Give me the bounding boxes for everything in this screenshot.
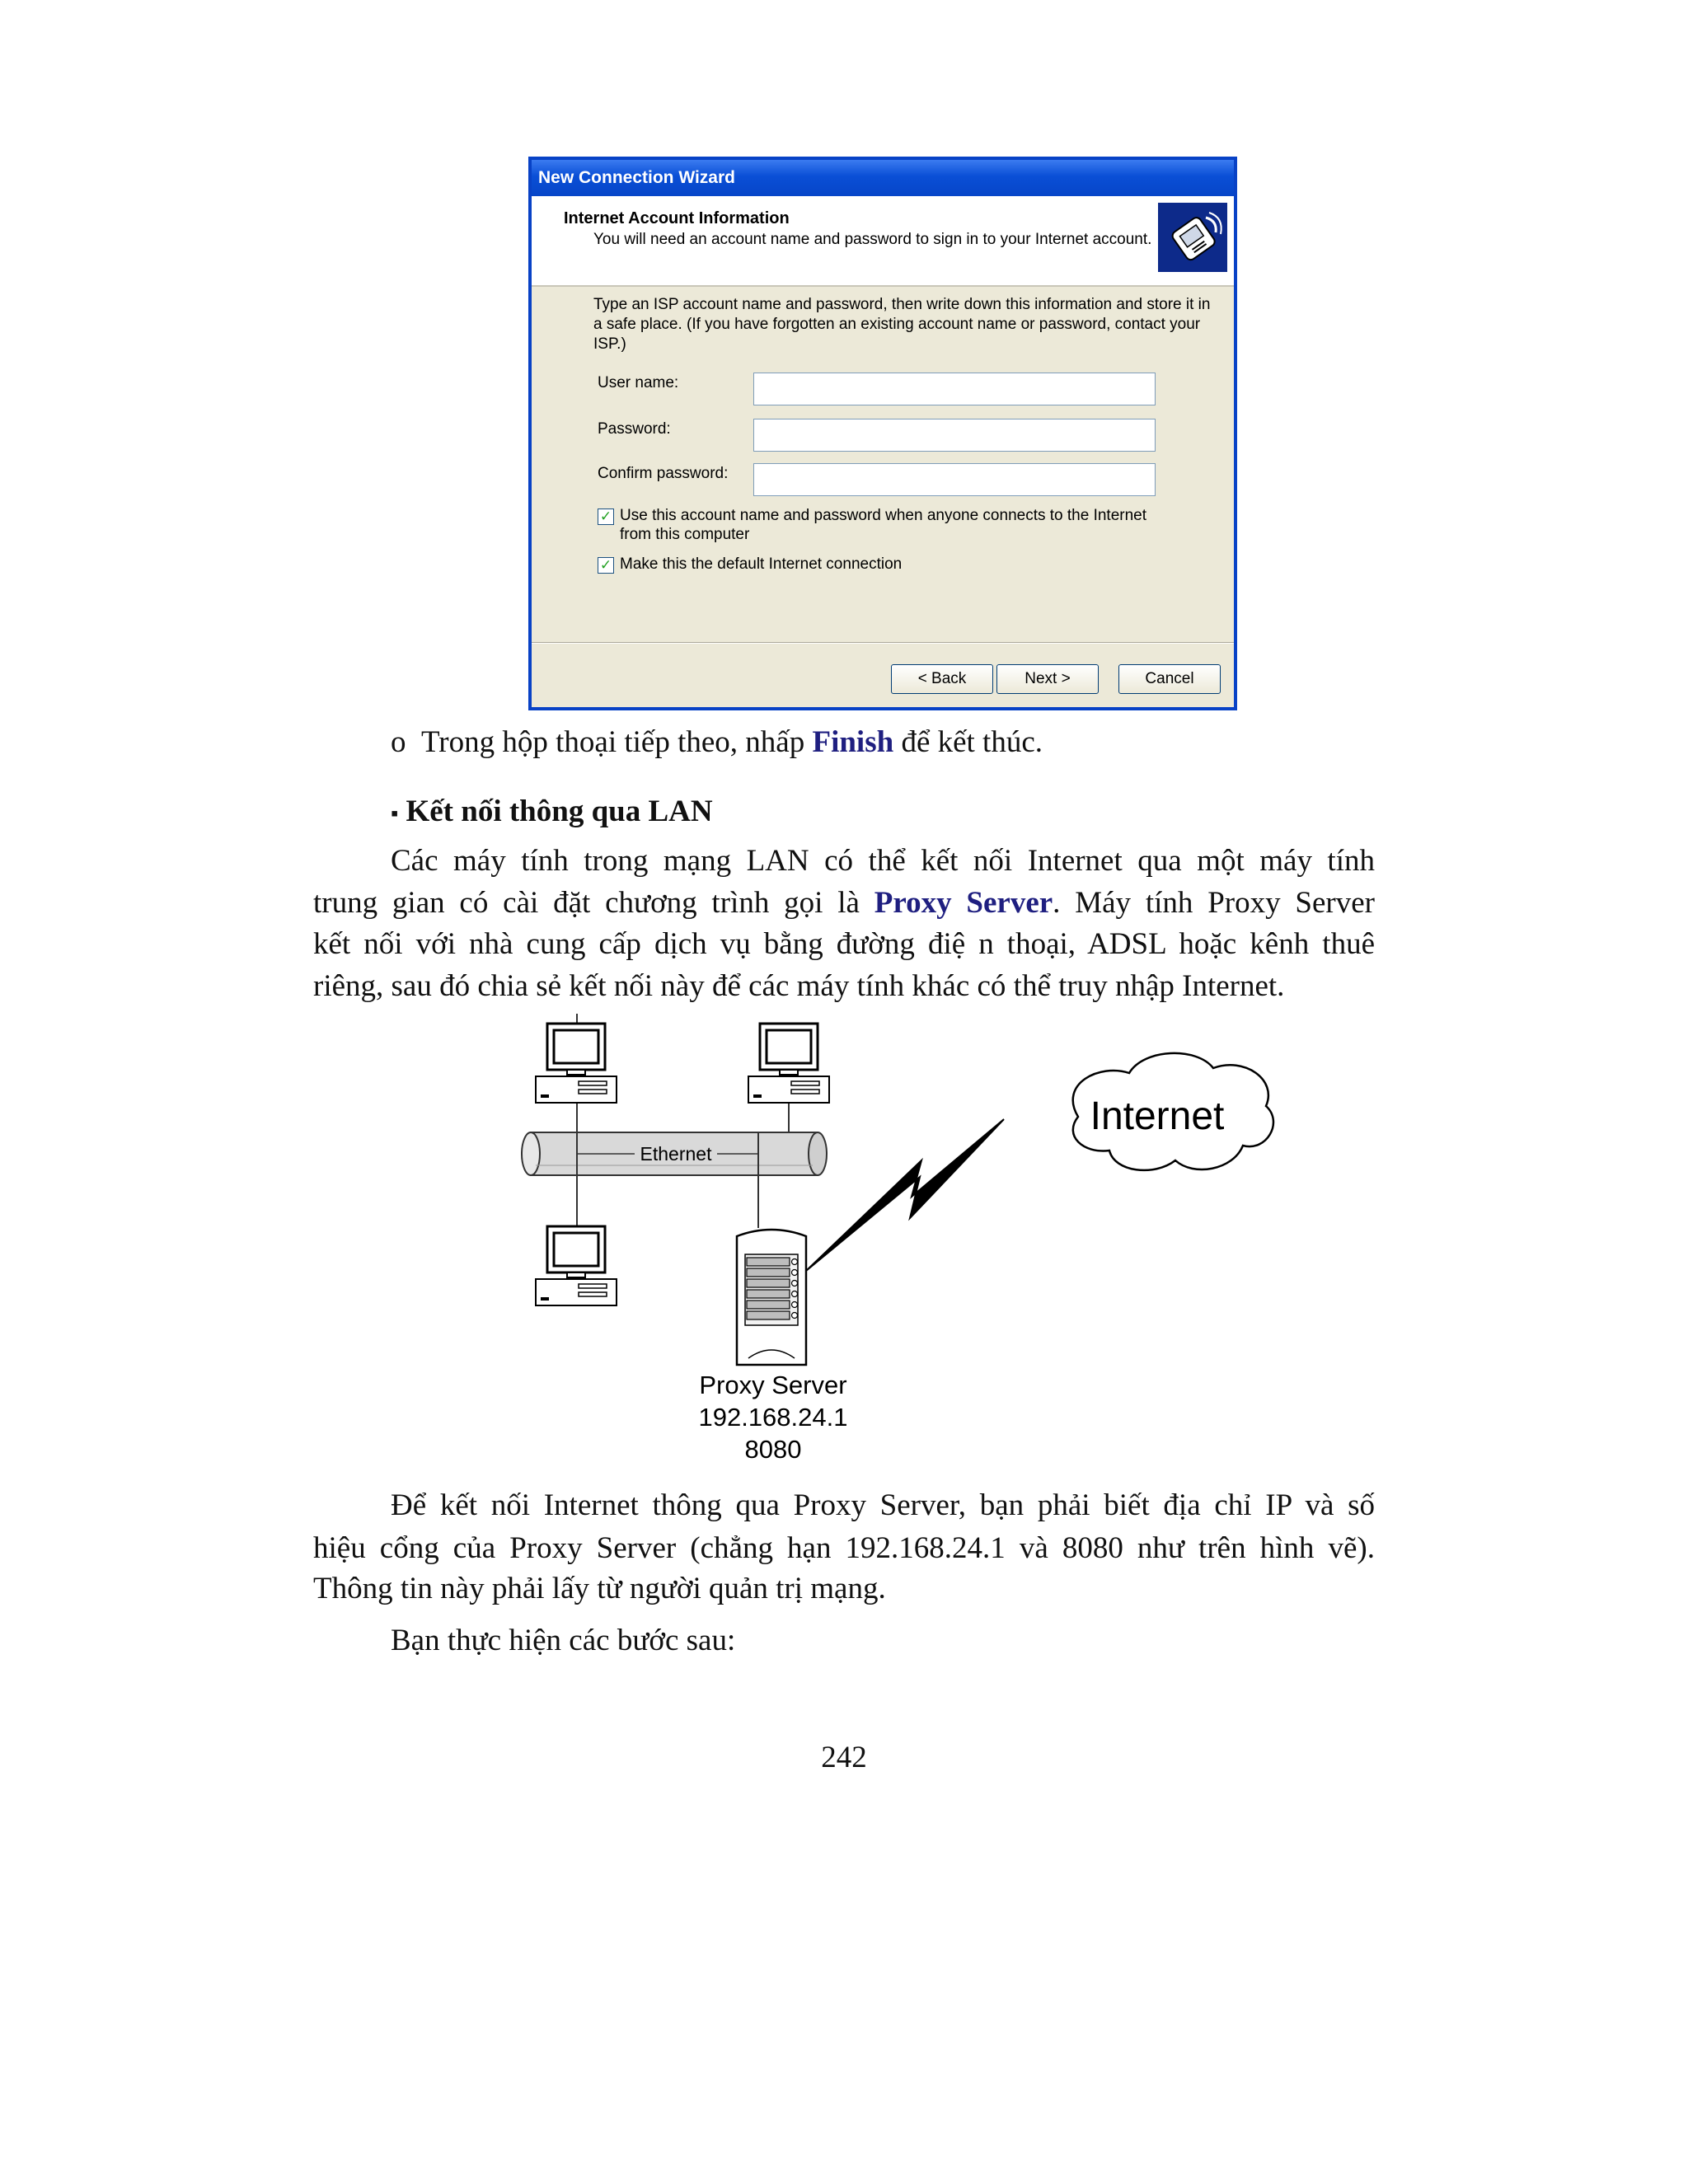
paragraph-1-line-2 [313, 884, 1375, 922]
heading-bullet: ▪ [391, 801, 399, 826]
paragraph-2-line-2: hiệu cổng của Proxy Server (chẳng hạn 192.168.24.1 và 8080 như trên hình vẽ). [313, 1531, 1375, 1565]
user-name-input[interactable] [753, 373, 1156, 405]
telephone-handset-icon [1158, 203, 1227, 272]
network-diagram-svg [511, 1014, 1302, 1475]
finish-instruction [391, 724, 1043, 762]
server-icon [737, 1230, 806, 1365]
paragraph-2-line-3: Thông tin này phải lấy từ người quản trị mạng. [313, 1572, 886, 1605]
use-account-checkbox-label: Use this account name and password when anyone connects to the Internet from this computer [620, 507, 1147, 543]
computer-icon [536, 1024, 617, 1103]
password-label: Password: [598, 420, 671, 438]
paragraph-3: Bạn thực hiện các bước sau: [391, 1624, 736, 1657]
p1-l2-pre: trung gian có cài đặt chương trình gọi là [313, 886, 874, 920]
back-button[interactable]: < Back [891, 664, 993, 694]
next-button[interactable]: Next > [996, 664, 1099, 694]
paragraph-1-line-4: riêng, sau đó chia sẻ kết nối này để các máy tính khác có thể truy nhập Internet. [313, 969, 1285, 1003]
instructions-text: Type an ISP account name and password, then write down this information and store it in a safe place. (If you have forgotten an existing account name or password, contact your ISP.) [593, 296, 1211, 353]
use-account-checkbox[interactable]: ✓ [598, 509, 614, 525]
computer-icon [536, 1226, 617, 1305]
cancel-button[interactable]: Cancel [1118, 664, 1221, 694]
internet-label: Internet [1090, 1094, 1225, 1138]
p1-l2-post: . Máy tính Proxy Server [1053, 886, 1375, 920]
confirm-password-input[interactable] [753, 463, 1156, 496]
paragraph-1-line-1: Các máy tính trong mạng LAN có thể kết nối Internet qua một máy tính [391, 844, 1375, 878]
finish-text-pre: Trong hộp thoại tiếp theo, nhấp [421, 725, 813, 759]
default-connection-checkbox[interactable]: ✓ [598, 557, 614, 574]
header-title: Internet Account Information [564, 209, 790, 227]
proxy-server-keyword: Proxy Server [874, 886, 1053, 920]
proxy-server-name: Proxy Server [699, 1371, 847, 1399]
wizard-header [532, 196, 1234, 287]
finish-text-post: để kết thúc. [893, 725, 1043, 759]
lightning-link [806, 1119, 1004, 1271]
finish-keyword: Finish [812, 725, 894, 759]
confirm-password-label: Confirm password: [598, 465, 729, 482]
user-name-label: User name: [598, 374, 679, 391]
header-subtitle: You will need an account name and password to sign in to your Internet account. [593, 231, 1152, 248]
heading-text: Kết nối thông qua LAN [406, 794, 713, 828]
paragraph-2-line-1: Để kết nối Internet thông qua Proxy Server, bạn phải biết địa chỉ IP và số [391, 1488, 1375, 1522]
list-bullet: o [391, 725, 406, 759]
section-heading [391, 793, 713, 833]
password-input[interactable] [753, 419, 1156, 452]
paragraph-1-line-3: kết nối với nhà cung cấp dịch vụ bằng đường điệ n thoại, ADSL hoặc kênh thuê [313, 927, 1375, 961]
ethernet-label: Ethernet [640, 1143, 712, 1165]
page-number: 242 [821, 1741, 867, 1774]
window-title: New Connection Wizard [532, 160, 1234, 196]
button-separator [532, 642, 1234, 644]
proxy-server-port: 8080 [744, 1435, 802, 1464]
default-connection-checkbox-label: Make this the default Internet connection [620, 555, 903, 573]
proxy-server-ip: 192.168.24.1 [698, 1403, 848, 1432]
computer-icon [748, 1024, 829, 1103]
proxy-network-diagram [511, 1014, 1302, 1475]
new-connection-wizard-dialog [528, 157, 1237, 710]
